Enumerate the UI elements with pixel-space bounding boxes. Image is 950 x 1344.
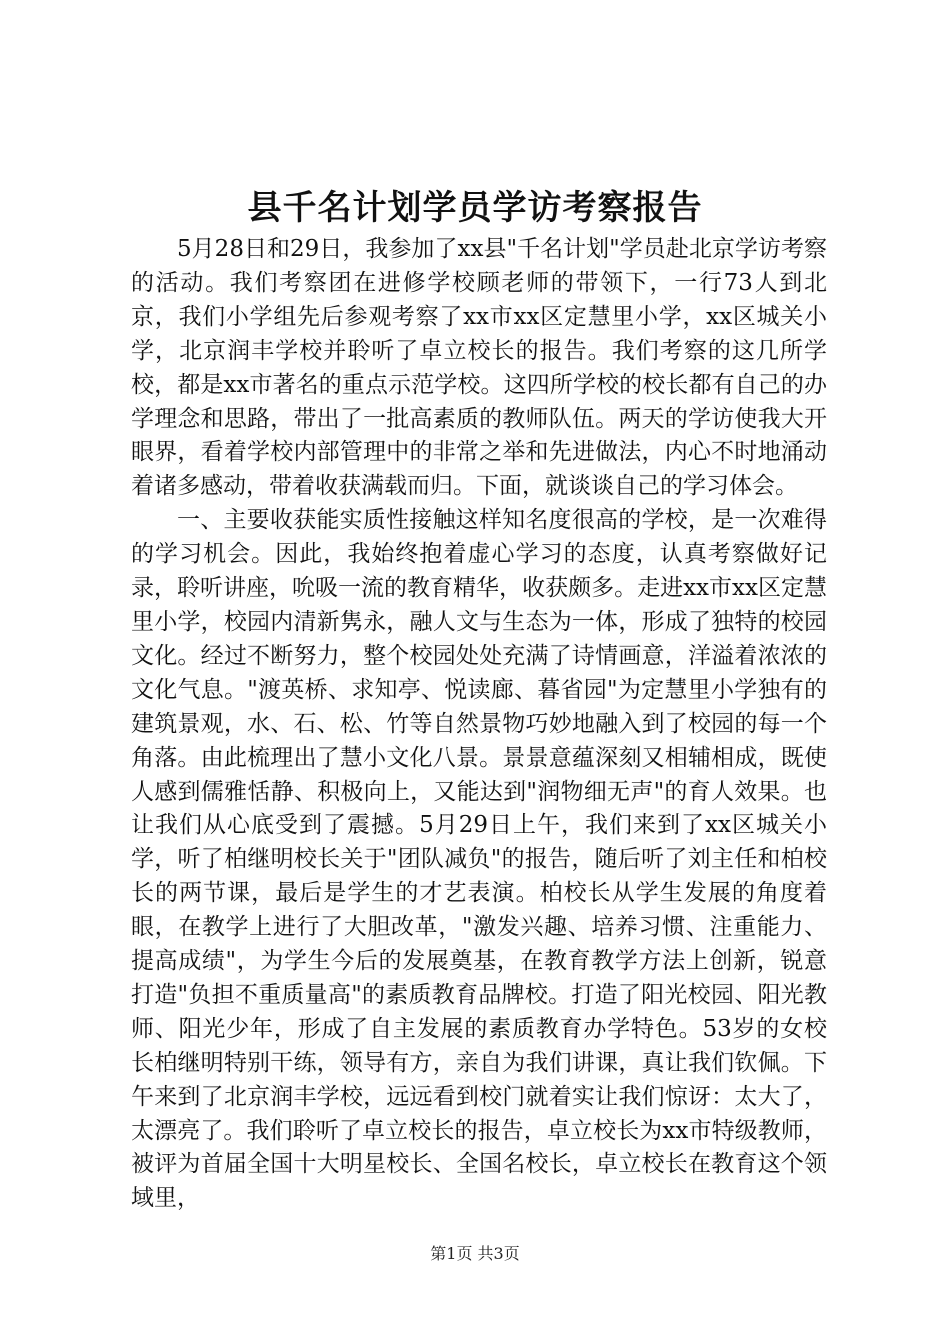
document-title: 县千名计划学员学访考察报告: [247, 188, 703, 228]
paragraph-intro: 5月28日和29日，我参加了xx县"千名计划"学员赴北京学访考察的活动。我们考察团在进修学校顾老师的带领下，一行73人到北京，我们小学组先后参观考察了xx市xx区定慧里小学，xx区城关小学，北京润丰学校并聆听了卓立校长的报告。我们考察的这几所学校，都是xx市著名的重点示范学校。这四所学校的校长都有自己的办学理念和思路，带出了一批高素质的教师队伍。两天的学访使我大开眼界，看着学校内部管理中的非常之举和先进做法，内心不时地涌动着诸多感动，带着收获满载而归。下面，就谈谈自己的学习体会。: [131, 236, 827, 500]
paragraph-main-gains: 一、主要收获能实质性接触这样知名度很高的学校，是一次难得的学习机会。因此，我始终抱着虚心学习的态度，认真考察做好记录，聆听讲座，吮吸一流的教育精华，收获颇多。走进xx市xx区定慧里小学，校园内清新隽永，融人文与生态为一体，形成了独特的校园文化。经过不断努力，整个校园处处充满了诗情画意，洋溢着浓浓的文化气息。"渡英桥、求知亭、悦读廊、暮省园"为定慧里小学独有的建筑景观，水、石、松、竹等自然景物巧妙地融入到了校园的每一个角落。由此梳理出了慧小文化八景。景景意蕴深刻又相辅相成，既使人感到儒雅恬静、积极向上，又能达到"润物细无声"的育人效果。也让我们从心底受到了震撼。5月29日上午，我们来到了xx区城关小学，听了柏继明校长关于"团队减负"的报告，随后听了刘主任和柏校长的两节课，最后是学生的才艺表演。柏校长从学生发展的角度着眼，在教学上进行了大胆改革，"激发兴趣、培养习惯、注重能力、提高成绩"，为学生今后的发展奠基，在教育教学方法上创新，锐意打造"负担不重质量高"的素质教育品牌校。打造了阳光校园、阳光教师、阳光少年，形成了自主发展的素质教育办学特色。53岁的女校长柏继明特别干练，领导有方，亲自为我们讲课，真让我们钦佩。下午来到了北京润丰学校，远远看到校门就着实让我们惊讶：太大了，太漂亮了。我们聆听了卓立校长的报告，卓立校长为xx市特级教师，被评为首届全国十大明星校长、全国名校长，卓立校长在教育这个领域里，: [131, 507, 827, 1212]
page-number-footer: 第1页 共3页: [430, 1244, 520, 1263]
document-body: [131, 233, 827, 1216]
